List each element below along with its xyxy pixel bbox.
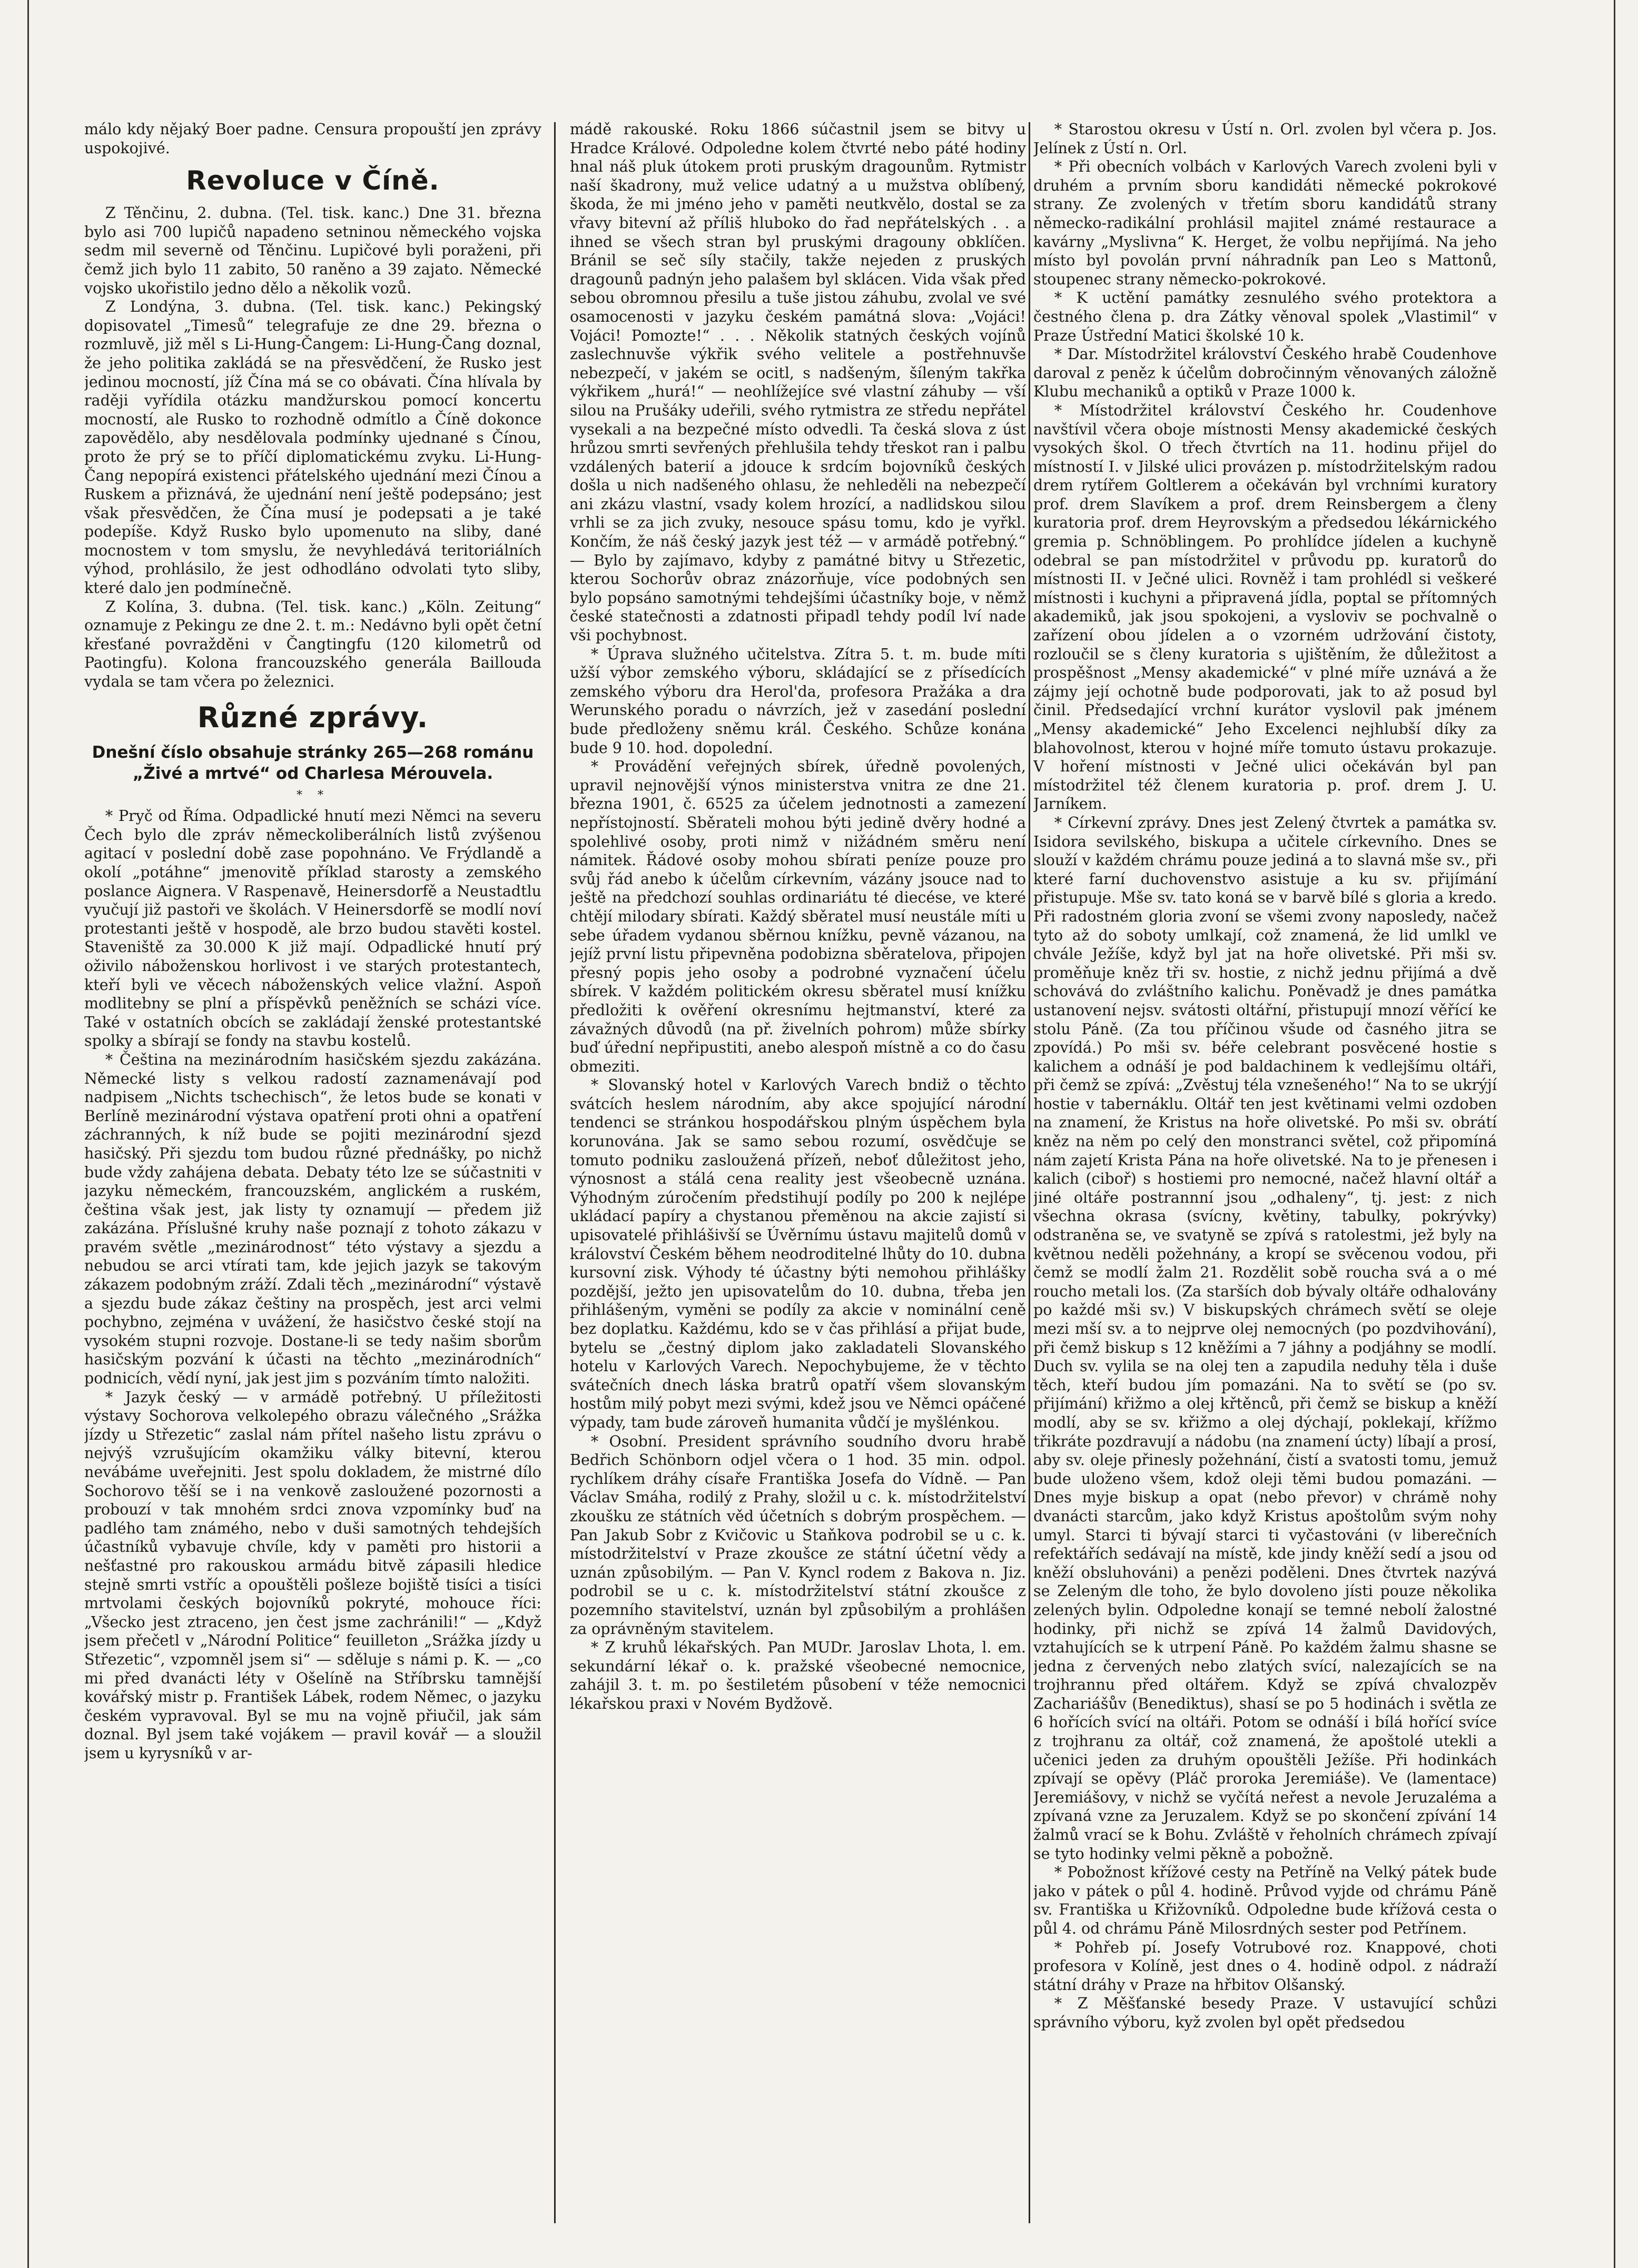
column-3	[1033, 120, 1497, 2221]
article-text: * Církevní zprávy. Dnes jest Zelený čtvrtek a památka sv. Isidora sevilského, biskupa a učitele církevního. Dnes se slouží v každém chrámu pouze jediná a to slavná mše sv., při které farní duchovenstvo asistuje a ku sv. přijímání přistupuje. Mše sv. tato koná se v barvě bílé s gloria a kredo. Při radostném gloria zvoní se všemi zvony naposledy, načež tyto až do soboty umlkají, což znamená, že lid umlkl ve chvále Ježíše, když byl jat na hoře olivetské. Při mši sv. proměňuje kněz tři sv. hostie, z nichž jednu přijímá a dvě schovává do zvláštního kalichu. Poněvadž je dnes památka ustanovení nejsv. svátosti oltářní, přistupují mnozí věřící ke stolu Páně. (Za tou příčinou všude od časného jitra se zpovídá.) Po mši sv. béře celebrant posvěcené hostie s kalichem a odnáší je pod baldachinem k vedlejšímu oltáři, při čemž se zpívá: „Zvěstuj téla vznešeného!“ Na to se ukrýjí hostie v tabernáklu. Oltář ten jest květinami velmi ozdoben na znamení, že Kristus na hoře olivetské. Po mši sv. obrátí kněz na něm po celý den monstranci světel, což připomíná nám zajetí Krista Pána na hoře olivetské. Na to je přenesen i kalich (ciboř) s hostiemi pro nemocné, načež hlavní oltář a jiné oltáře postrannní jsou „odhaleny“, tj. jest: z nich všechna okrasa (svícny, květiny, tabulky, pokrývky) odstraněna se, ve svatyně se zpívá s ratolestmi, jež byly na květnou neděli požehnány, a kropí se svěcenou vodou, při čemž se modlí žalm 21. Rozdělit sobě roucha svá a o mé roucho metali los. (Za starších dob bývaly oltáře odhalovány po každé mši sv.) V biskupských chrámech světí se oleje mezi mší sv. a to nejprve olej nemocných (po pozdvihování), při čemž biskup s 12 kněžími a 7 jáhny a podjáhny se modlí. Duch sv. vylila se na olej ten a zapudila neduhy těla i duše těch, kteří budou jím pomazáni. Na to světí se (po sv. přijímání) křižmo a olej křtěnců, při čemž se biskup a kněží modlí, aby se sv. křižmo a olej dýchají, poklekají, křížmo třikráte pozdravují a nádobu (na znamení úcty) líbají a prosí, aby sv. oleje přinesly požehnání, čistí a svatosti tomu, jemuž bude uloženo všem, kdož oleji těmi budou pomazáni. — Dnes myje biskup a opat (nebo převor) v chrámě nohy dvanácti starcům, jako když Kristus apoštolům svým nohy umyl. Starci ti bývají starci ti vyčastováni (v liberečních refektářích sedávají na místě, kde jindy kněží sedí a jsou od kněží obsluhováni) a penězi poděleni. Dnes čtvrtek nazývá se Zeleným dle toho, že bylo dovoleno jísti pouze několika zelených bylin. Odpoledne konají se temné nebolí žalostné hodinky, při nichž se zpívá 14 žalmů Davidových, vztahujících se k utrpení Páně. Po každém žalmu shasne se jedna z červených nebo zlatých svící, nalezajících se na trojhrannu před oltářem. Když se zpívá chvalozpěv Zachariášův (Benediktus), shasí se po 5 hodinách i světla ze 6 hořících svící na oltáři. Potom se odnáší i bílá hořící svíce z trojhranu za oltář, což znamená, že apoštolé utekli a učenici jeden za druhým opouštěli Ježíše. Při hodinkách zpívají se opěvy (Pláč proroka Jeremiáše). Ve (lamentace) Jeremiášovy, v nichž se vyčítá neřest a nevole Jeruzaléma a zpívaná vzne za Jeruzalem. Když se po skončení zpívání 14 žalmů vrací se k Bohu. Zvláště v řeholních chrámech zpívají se tyto hodinky velmi pěkně a pobožně.	[1033, 814, 1497, 1863]
section-heading-news: Různé zprávy.	[197, 700, 429, 734]
article-text: * Místodržitel království Českého hr. Coudenhove navštívil včera oboje místnosti Mensy akademické českých vysokých škol. O třech čtvrtích na 11. hodinu přijel do místností I. v Jilské ulici provázen p. místodržitelským radou drem rytířem Goltlerem a očekáván byl vrchními kuratory prof. drem Slavíkem a prof. drem Reinsbergem a členy kuratoria prof. drem Heyrovským a předsedou lékárnického gremia p. Schnöblingem. Po prohlídce jídelen a kuchyně odebral se pan místodržitel v průvodu pp. kuratorů do místnosti II. v Ječné ulici. Rovněž i tam prohlédl si veškeré místnosti i kuchyni a připravená jídla, poptal se přítomných akademiků, jak jsou spokojeni, a vysloviv se pochvalně o zařízení obou jídelen a o vzorném udržování čistoty, rozloučil se s členy kuratoria s ujištěním, že důležitost a prospěšnost „Mensy akademické“ v plné míře uznává a že zájmy její ochotně bude podporovati, jak to až posud byl činil. Předsedající vrchní kurátor vyslovil pak jménem „Mensy akademické“ Jeho Excelenci nejhlubší díky za blahovolnost, kterou v hojné míře tomuto ústavu prokazuje. V hoření místnosti v Ječné ulici očekáván byl pan místodržitel též členem kuratoria p. prof. drem J. U. Jarníkem.	[1033, 401, 1497, 813]
article-text: Z Kolína, 3. dubna. (Tel. tisk. kanc.) „Köln. Zeitung“ oznamuje z Pekingu ze dne 2. t. m.: Nedávno byli opět četní křesťané povražděni v Čangtingfu (120 kilometrů od Paotingfu). Kolona francouzského generála Baillouda vydala se tam včera po železnici.	[84, 598, 541, 691]
notice-serial: Dnešní číslo obsahuje stránky 265—268 románu „Živé a mrtvé“ od Charlesa Mérouvela.	[92, 742, 534, 783]
article-text: * Provádění veřejných sbírek, úředně povolených, upravil nejnovější výnos ministerstva vnitra ze dne 21. března 1901, č. 6525 za účelem jednotnosti a zamezení nepřístojností. Sběrateli mohou býti jedině dvěry hodné a spolehlivé osoby, proti nimž v nižádném směru není námitek. Řádové osoby mohou sbírati peníze pouze pro svůj řád anebo k účelům církevním, vázány jsouce nad to ještě na předchozí souhlas ordinariátu té diecése, ve které chtějí milodary sbírati. Každý sběratel musí neustále míti u sebe úřadem vydanou sběrnou knížku, pevně vázanou, na jejíž první listu připevněna podobizna sběratelova, připojen přesný popis jeho osoby a podrobné vyznačení účelu sbírek. V každém politickém okresu sběratel musí knížku předložiti k ověření okresnímu hejtmanství, které za závažných důvodů (na př. živelních pohrom) může sbírky buď úřední nepřipustiti, anebo alespoň místně a co do času obmeziti.	[570, 758, 1026, 1075]
article-text: * Dar. Místodržitel království Českého hrabě Coudenhove daroval z peněz k účelům dobročinným věnovaných záložně Klubu mechaniků a optiků v Praze 1000 k.	[1033, 345, 1497, 401]
separator: * *	[297, 788, 329, 802]
article-text: * Čeština na mezinárodním hasičském sjezdu zakázána. Německé listy s velkou radostí zaznamenávají pod nadpisem „Nichts tschechisch“, že letos bude se konati v Berlíně mezinárodní výstava opatření proti ohni a opatření záchranných, k níž bude se pojiti mezinárodní sjezd hasičský. Při sjezdu tom budou různé přednášky, po nichž bude vždy zahájena debata. Debaty této lze se súčastniti v jazyku německém, francouzském, anglickém a ruském, čeština však jest, jak listy ty oznamují — předem již zakázána. Příslušné kruhy naše poznají z tohoto zákazu v pravém světle „mezinárodnost“ této výstavy a sjezdu a nebudou se arci vtírati tam, kde jejich jazyk se takovým zákazem podobným zráží. Zdali těch „mezinárodní“ výstavě a sjezdu bude zákaz češtiny na prospěch, jest arci velmi pochybno, zejména v uvážení, že hasičstvo české stojí na vysokém stupni rozvoje. Dostane-li se tedy našim sborům hasičským pozvání k účasti na těchto „mezinárodních“ podnicích, vědí nyní, jak jest jim s pozváním tímto naložiti.	[84, 1051, 541, 1388]
column-1	[84, 120, 541, 2221]
page-edge-right	[1614, 0, 1615, 2268]
article-text: * Z Měšťanské besedy Praze. V ustavující schůzi správního výboru, kyž zvolen byl opět předsedou	[1033, 1995, 1497, 2031]
article-text: * Při obecních volbách v Karlových Varech zvoleni byli v druhém a prvním sboru kandidáti německé pokrokové strany. Ze zvolených v třetím sboru kandidátů strany německo-radikální prohlásil majitel známé restaurace a kavárny „Myslivna“ K. Herget, že volbu nepřijímá. Na jeho místo byl povolán první náhradník pan Leo s Mattonů, stoupenec strany německo-pokrokové.	[1033, 158, 1497, 288]
article-text: * Úprava služného učitelstva. Zítra 5. t. m. bude míti užší výbor zemského výboru, skládající se z přísedících zemského výboru dra Herol'da, profesora Pražáka a dra Werunského poradu o návrzích, jež v zasedání poslední bude předloženy sněmu král. Českého. Schůze konána bude 9 10. hod. dopolední.	[570, 645, 1026, 757]
article-text: * Slovanský hotel v Karlových Varech bndiž o těchto svátcích heslem národním, aby akce spojující národní tendenci se stránkou hospodářskou plným úspěchem byla korunována. Jak se samo sebou rozumí, osvědčuje se tomuto podniku zasloužená přízeň, neboť důležitost jeho, výnosnost a stálá cena reality jest všeobecně uznána. Výhodným zúročením předstihují podíly po 200 k nejlépe ukládací papíry a chystanou přeměnou na akcie zajistí si upisovatelé přihlášivší se Úvěrnímu ústavu majitelů domů v království Českém během neodroditelné lhůty do 10. dubna kursovní zisk. Výhody té účastny býti nemohou přihlášky pozdější, ježto jen upisovatelům do 10. dubna, třeba jen přihlášeným, vyměni se podíly za akcie v nominální ceně bez doplatku. Každému, kdo se v čas přihlásí a přijat bude, bytelu se „čestný diplom jako zakladateli Slovanského hotelu v Karlových Varech. Nepochybujeme, že v těchto svátečních dnech láska bratrů opatří všem slovanským hostům milý pobyt mezi svými, kdež jsou ve Němci opáčené výpady, tam bude zároveň humanita vůdčí je myšlénkou.	[570, 1076, 1026, 1431]
article-text: * Z kruhů lékařských. Pan MUDr. Jaroslav Lhota, l. em. sekundární lékař o. k. pražské všeobecné nemocnice, zahájil 3. t. m. po šestiletém působení v téže nemocnici lékařskou praxi v Novém Bydžově.	[570, 1639, 1026, 1712]
column-rule	[554, 122, 556, 2223]
article-text: * K uctění památky zesnulého svého protektora a čestného člena p. dra Zátky věnoval spolek „Vlastimil“ v Praze Ústřední Matici školské 10 k.	[1033, 289, 1497, 344]
page-edge-left	[27, 0, 29, 2268]
column-rule	[1029, 122, 1030, 2223]
column-2	[570, 120, 1026, 2221]
article-text: * Pryč od Říma. Odpadlické hnutí mezi Němci na severu Čech bylo dle zpráv německoliberálních listů zvýšenou agitací v poslední době zase popohnáno. Ve Frýdlandě a okolí „potáhne“ jmenovitě příklad starosty a zemského poslance Aignera. V Raspenavě, Heinersdorfě a Neustadtlu vyučují již pastoři ve školách. V Heinersdorfě se modlí noví protestanti ještě v hospodě, ale brzo budou stavěti kostel. Staveniště za 30.000 K již mají. Odpadlické hnutí prý oživilo náboženskou horlivost i ve starých protestantech, kteří byli ve věcech náboženských velice vlažní. Aspoň modlitebny se plní a příspěvků peněžních se scházi více. Také v ostatních obcích se zakládají ženské protestantské spolky a sbírají se fondy na stavbu kostelů.	[84, 807, 541, 1050]
article-text: málo kdy nějaký Boer padne. Censura propouští jen zprávy uspokojivé.	[84, 121, 541, 157]
article-text: * Jazyk český — v armádě potřebný. U příležitosti výstavy Sochorova velkolepého obrazu válečného „Srážka jízdy u Střezetic“ zaslal nám přítel našeho listu zprávu o nejvýš vzrušujícím okamžiku války bitevní, kterou nevábáme uveřejniti. Jest spolu dokladem, že mistrné dílo Sochorovo těší se i na venkově zasloužené pozornosti a probouzí v tak mnohém srdci znova vzpomínky buď na padlého tam známého, nebo v duši samotných tehdejších účastníků vybavuje chvíle, kdy v paměti pro historii a nešťastné pro rakouskou armádu bitvě zápasili hledice stejně smrti vstříc a opouštěli pošleze bojiště tisíci a tisíci mrtvolami českých bojovníků pokryté, mohouce říci: „Všecko jest ztraceno, jen čest jsme zachránili!“ — „Když jsem přečetl v „Národní Politice“ feuilleton „Srážka jízdy u Střezetic“, vzpomněl jsem si“ — sděluje s námi p. K. — „co mi před dvanácti léty v Ošelíně na Stříbrsku tamnější kovářský mistr p. František Lábek, rodem Němec, o jazyku českém vypravoval. Byl se mu na vojně přiučil, jak sám doznal. Byl jsem také vojákem — pravil kovář — a sloužil jsem u kyrysníků v ar-	[84, 1388, 541, 1762]
article-text: mádě rakouské. Roku 1866 súčastnil jsem se bitvy u Hradce Králové. Odpoledne kolem čtvrté nebo páté hodiny hnal náš pluk útokem proti pruským dragounům. Rytmistr naší škadrony, muž velice udatný a u mužstva oblíbený, škoda, že mi jméno jeho v paměti neutkvělo, dostal se za vřavy bitevní až příliš hluboko do řad nepřátelských . . a ihned se všech stran byl pruskými dragouny obklíčen. Bránil se seč síly stačily, takže nejeden z pruských dragounů padnýn jeho palašem byl sklácen. Vida však před sebou obromnou přesilu a tuše jistou záhubu, zvolal ve své osamocenosti v jazyku českém památná slova: „Vojáci! Vojáci! Pomozte!“ . . . Několik statných českých vojínů zaslechnuvše výkřik svého velitele a postřehnuvše nebezpečí, v jakém se ocitl, s nadšeným, šíleným takřka výkřikem „hurá!“ — neohlížejíce své vlastní záhuby — vší silou na Prušáky udeřili, svého rytmistra ze středu nepřátel vysekali a na bezpečné místo odvedli. Ta česká slova z úst hrůzou smrti sevřených přehlušila tehdy třeskot ran i palbu vzdálených baterií a jdouce k srdcím bojovníků českých došla u nich nadšeného ohlasu, že nehleděli na nebezpečí ani zkázu vlastní, vsady kolem hrozící, a nadlidskou silou vrhli se za jich zvuky, nesouce spásu tomu, kdo je vyřkl. Končím, že náš český jazyk jest též — v armádě potřebný.“ — Bylo by zajímavo, kdyby z památné bitvy u Střezetic, kterou Sochorův obraz znázorňuje, více podobných sen bylo popsáno samotnými tehdejšími účastníky boje, v němž české statečnosti a zdatnosti připadl tehdy podíl lví nade vši pochybnost.	[570, 121, 1026, 645]
article-text: Z Těnčinu, 2. dubna. (Tel. tisk. kanc.) Dne 31. března bylo asi 700 lupičů napadeno setninou německého vojska sedm mil severně od Těnčinu. Lupičové byli poraženi, při čemž jich bylo 11 zabito, 50 raněno a 39 zajato. Německé vojsko ukořistilo jedno dělo a několik vozů.	[84, 204, 541, 297]
article-text: Z Londýna, 3. dubna. (Tel. tisk. kanc.) Pekingský dopisovatel „Timesů“ telegrafuje ze dne 29. března o rozmluvě, již měl s Li-Hung-Čangem: Li-Hung-Čang doznal, že jeho politika zakládá se na přesvědčení, že Rusko jest jedinou mocností, jíž Čína má se co obávati. Čína hlívala by raději vyřídila otázku mandžurskou pomocí koncertu mocností, ale Rusko to rozhodně odmítlo a Číně dokonce zapovědělo, aby nesdělovala podmínky ujednané s Čínou, proto že prý se to příčí diplomatickému zvyku. Li-Hung-Čang nepopírá existenci přátelského ujednání mezi Čínou a Ruskem a přiznává, že ujednání není ještě podepsáno; jest však přesvědčen, že Čína musí je podepsati a je také podepíše. Když Rusko bylo upomenuto na sliby, dané mocnostem v tom smyslu, že nevyhledává teritoriálních výhod, prohlásilo, že jest odhodláno odvolati tyto sliby, které dalo jen podmínečně.	[84, 298, 541, 597]
article-text: * Pobožnost křížové cesty na Petříně na Velký pátek bude jako v pátek o půl 4. hodině. Průvod vyjde od chrámu Páně sv. Františka u Křižovníků. Odpoledne bude křížová cesta o půl 4. od chrámu Páně Milosrdných sester pod Petřínem.	[1033, 1864, 1497, 1937]
article-text: * Pohřeb pí. Josefy Votrubové roz. Knappové, choti profesora v Kolíně, jest dnes o 4. hodině odpol. z nádraží státní dráhy v Praze na hřbitov Olšanský.	[1033, 1938, 1497, 1994]
article-text: * Starostou okresu v Ústí n. Orl. zvolen byl včera p. Jos. Jelínek z Ústí n. Orl.	[1033, 121, 1497, 157]
article-text: * Osobní. President správního soudního dvoru hrabě Bedřich Schönborn odjel včera o 1 hod. 35 min. odpol. rychlíkem dráhy císaře Františka Josefa do Vídně. — Pan Václav Smáha, rodilý z Prahy, složil u c. k. místodržitelství zkoušku ze státních věd účetních s dobrým prospěchem. — Pan Jakub Sobr z Kvičovic u Staňkova podrobil se u c. k. místodržitelství v Praze zkoušce ze státní účetní vědy a uznán způsobilým. — Pan V. Kyncl rodem z Bakova n. Jiz. podrobil se u c. k. místodržitelství státní zkoušce z pozemního stavitelství, uznán byl způsobilým a prohlášen za oprávněným stavitelem.	[570, 1432, 1026, 1638]
section-heading-revolution: Revoluce v Číně.	[186, 165, 440, 196]
